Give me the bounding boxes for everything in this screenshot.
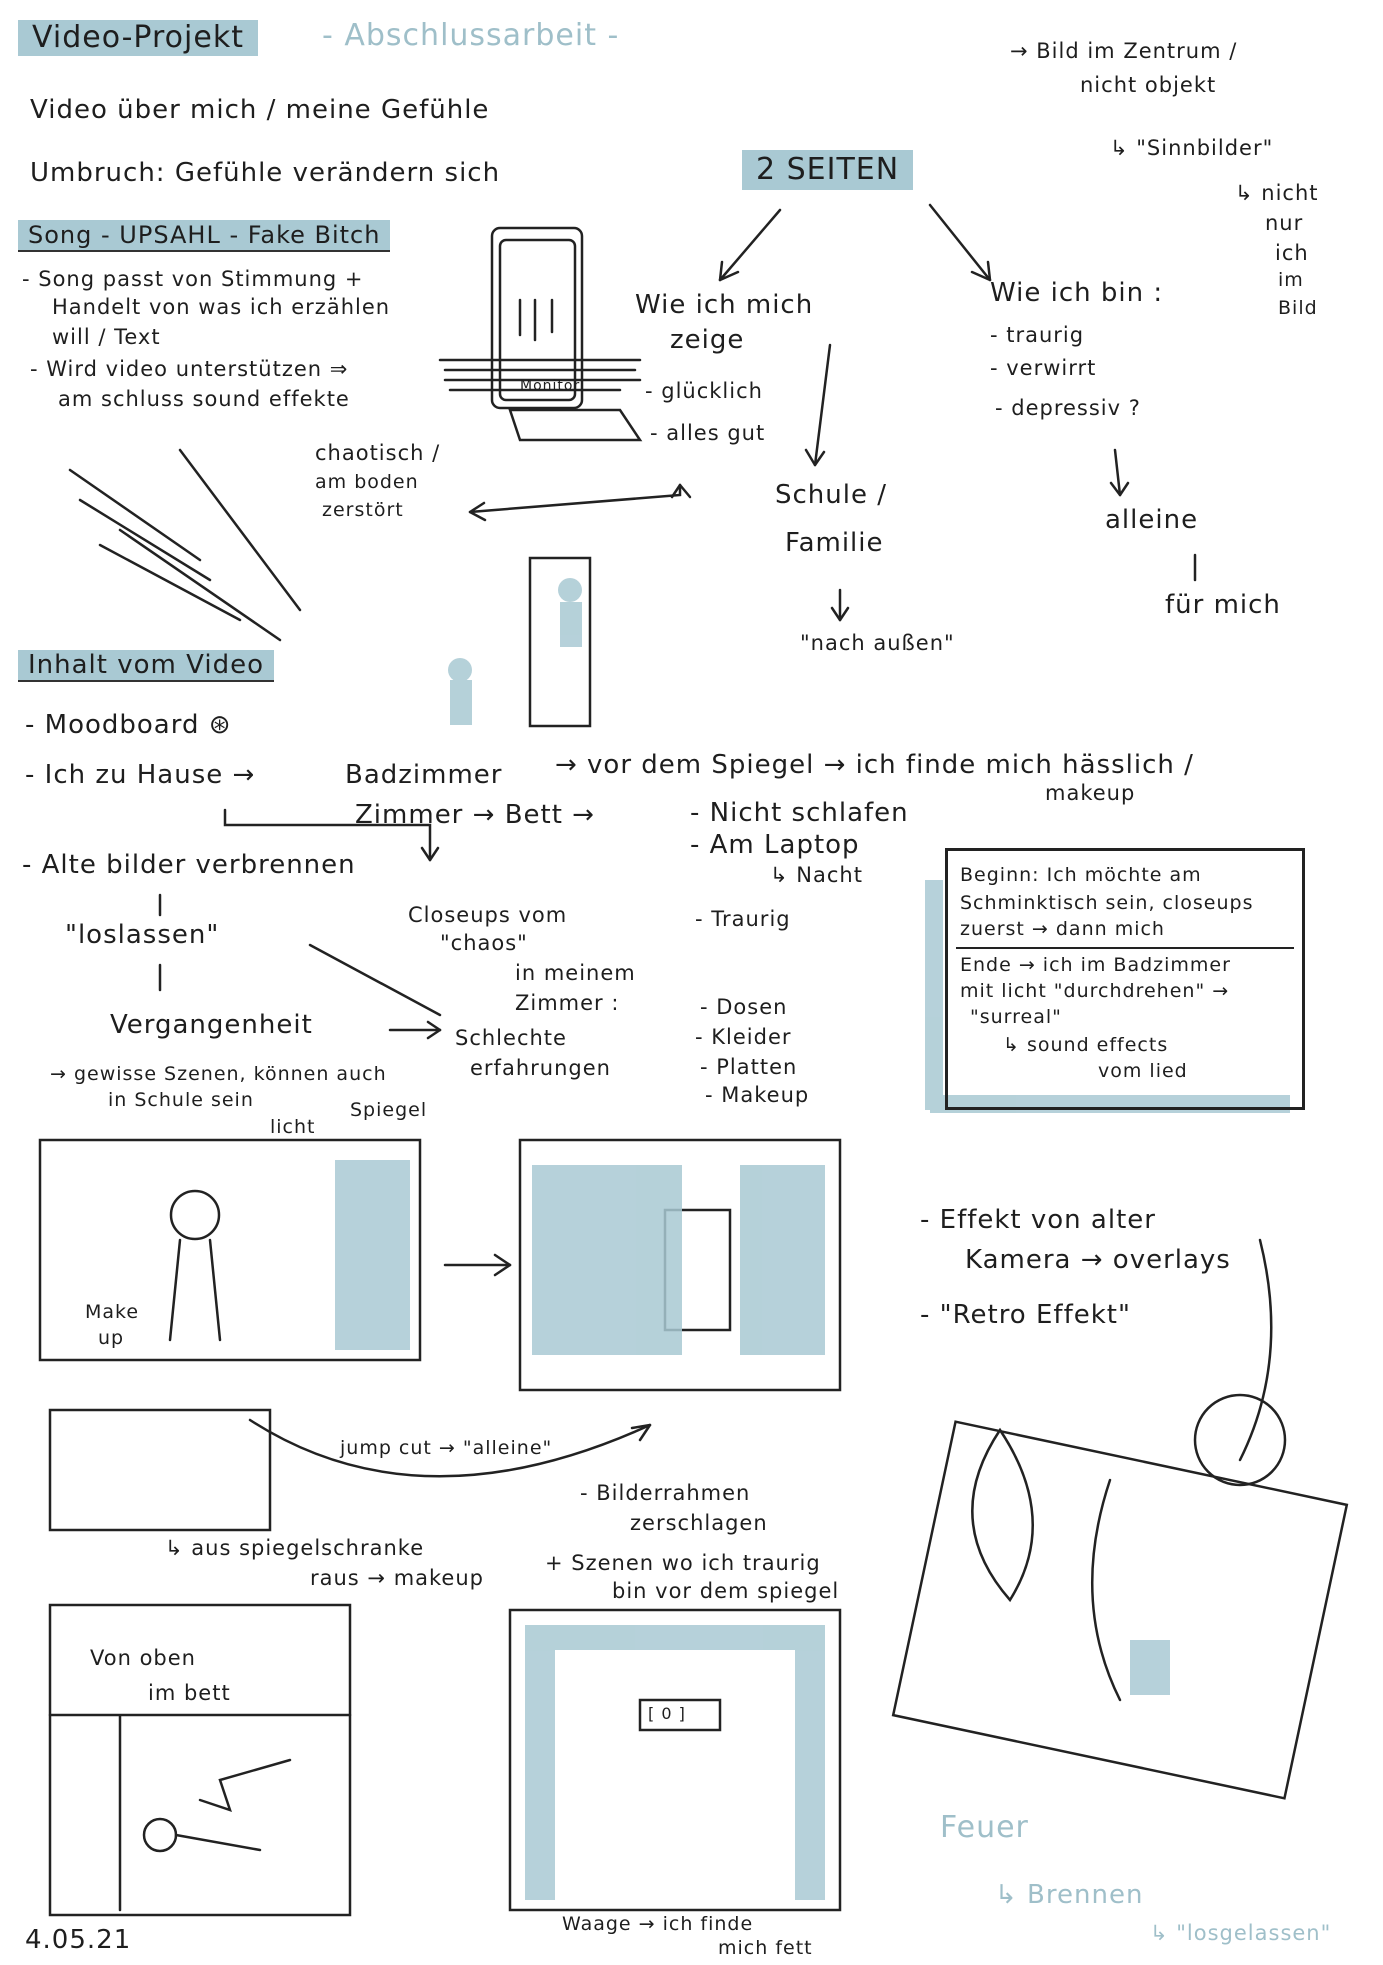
zimmer: Zimmer : xyxy=(515,991,620,1015)
box-zuerst: zuerst → dann mich xyxy=(960,918,1165,940)
zimmer-bett: Zimmer → Bett → xyxy=(355,800,595,830)
fuer-mich: für mich xyxy=(1165,590,1281,620)
song-bullet-2b: am schluss sound effekte xyxy=(58,387,350,411)
spiegelschrank: ↳ aus spiegelschranke xyxy=(165,1536,425,1560)
note-nur: nur xyxy=(1265,211,1304,235)
am-laptop: - Am Laptop xyxy=(690,830,860,860)
makeup-label-1: Make xyxy=(85,1301,140,1323)
inhalt-heading: Inhalt vom Video xyxy=(18,650,274,682)
jump-cut: jump cut → "alleine" xyxy=(340,1437,553,1459)
familie: Familie xyxy=(785,528,884,558)
szenen-traurig: + Szenen wo ich traurig xyxy=(545,1551,821,1575)
gluecklich: - glücklich xyxy=(645,379,763,403)
zeige: zeige xyxy=(670,325,745,355)
fire-sketch xyxy=(972,1430,1032,1600)
note-nicht: ↳ nicht xyxy=(1235,181,1319,205)
scale-display: [ 0 ] xyxy=(648,1704,686,1723)
arrow-left-branch xyxy=(720,210,780,280)
bilderrahmen: - Bilderrahmen xyxy=(580,1481,751,1505)
overlays: Kamera → overlays xyxy=(965,1245,1231,1275)
alte-bilder: - Alte bilder verbrennen xyxy=(22,850,356,880)
box-beginn: Beginn: Ich möchte am xyxy=(960,864,1202,886)
spiegel-label: Spiegel xyxy=(350,1099,428,1121)
raus-makeup: raus → makeup xyxy=(310,1566,484,1590)
alles-gut: - alles gut xyxy=(650,421,766,445)
am-boden: am boden xyxy=(315,471,419,493)
brennen: ↳ Brennen xyxy=(995,1880,1144,1910)
arrow-to-schule xyxy=(815,345,830,465)
box-divider xyxy=(956,947,1294,949)
moodboard: - Moodboard ⊛ xyxy=(25,710,232,740)
list-dosen: - Dosen xyxy=(700,995,788,1019)
vergangenheit: Vergangenheit xyxy=(110,1010,313,1040)
vor-dem-spiegel-2: bin vor dem spiegel xyxy=(612,1579,840,1603)
laptop-base xyxy=(510,410,640,440)
title: Video-Projekt xyxy=(18,20,258,56)
box-surreal: "surreal" xyxy=(970,1006,1062,1028)
losgelassen: ↳ "losgelassen" xyxy=(1150,1921,1332,1945)
note-bild: Bild xyxy=(1278,297,1318,319)
ich-zu-hause: - Ich zu Hause → xyxy=(25,760,256,790)
rose-sketch xyxy=(1195,1395,1285,1485)
box-ende: Ende → ich im Badzimmer xyxy=(960,954,1231,976)
erfahrungen: erfahrungen xyxy=(470,1056,611,1080)
makeup-note: makeup xyxy=(1045,781,1136,805)
brushes-sketch xyxy=(70,450,300,640)
frame-scale xyxy=(510,1610,840,1910)
chaos: "chaos" xyxy=(440,931,528,955)
zerschlagen: zerschlagen xyxy=(630,1511,768,1535)
nacht: ↳ Nacht xyxy=(770,863,863,887)
retro-effekt: - "Retro Effekt" xyxy=(920,1300,1131,1330)
in-meinem: in meinem xyxy=(515,961,636,985)
in-schule: in Schule sein xyxy=(108,1089,254,1111)
closeups: Closeups vom xyxy=(408,903,568,927)
date: 4.05.21 xyxy=(25,1925,132,1955)
feuer: Feuer xyxy=(940,1810,1029,1845)
badzimmer: Badzimmer xyxy=(345,760,503,790)
note-im: im xyxy=(1278,269,1304,291)
song-bullet-1c: will / Text xyxy=(52,325,161,349)
song-heading: Song - UPSAHL - Fake Bitch xyxy=(18,220,390,252)
arrow-right-branch xyxy=(930,205,990,280)
box-licht: mit licht "durchdrehen" → xyxy=(960,980,1230,1002)
vor-dem-spiegel: → vor dem Spiegel → ich finde mich hässlich / xyxy=(555,750,1194,780)
alleine: alleine xyxy=(1105,505,1199,535)
loslassen: "loslassen" xyxy=(65,920,220,950)
im-bett: im bett xyxy=(148,1681,231,1705)
zwei-seiten-heading: 2 SEITEN xyxy=(742,150,913,190)
chaotisch: chaotisch / xyxy=(315,441,441,465)
note-bild-zentrum: → Bild im Zentrum / xyxy=(1010,39,1238,63)
wie-ich-mich: Wie ich mich xyxy=(635,290,814,320)
box-schminktisch: Schminktisch sein, closeups xyxy=(960,892,1254,914)
box-lied: vom lied xyxy=(1098,1060,1188,1082)
licht-label: licht xyxy=(270,1116,316,1138)
subtitle: - Abschlussarbeit - xyxy=(322,18,620,53)
nach-aussen: "nach außen" xyxy=(800,631,955,655)
note-box xyxy=(945,848,1305,1110)
effekt-kamera: - Effekt von alter xyxy=(920,1205,1156,1235)
note-sinnbilder: ↳ "Sinnbilder" xyxy=(1110,136,1274,160)
song-bullet-2a: - Wird video unterstützen ⇒ xyxy=(30,357,349,381)
intro-line-2: Umbruch: Gefühle verändern sich xyxy=(30,158,501,188)
list-platten: - Platten xyxy=(700,1055,798,1079)
note-ich: ich xyxy=(1275,241,1309,265)
gewisse-szenen: → gewisse Szenen, können auch xyxy=(50,1063,387,1085)
box-sound: ↳ sound effects xyxy=(1003,1034,1169,1056)
mich-fett: mich fett xyxy=(718,1937,813,1959)
makeup-label-2: up xyxy=(98,1327,125,1349)
list-makeup: - Makeup xyxy=(705,1083,810,1107)
zerstoert: zerstört xyxy=(322,499,404,521)
frame-burning-photo xyxy=(893,1422,1347,1799)
schlechte: Schlechte xyxy=(455,1026,567,1050)
wie-ich-bin: Wie ich bin : xyxy=(990,278,1164,308)
schule: Schule / xyxy=(775,480,887,510)
frame-mirror-cabinet xyxy=(50,1410,270,1530)
list-kleider: - Kleider xyxy=(695,1025,792,1049)
verwirrt: - verwirrt xyxy=(990,356,1097,380)
song-bullet-1a: - Song passt von Stimmung + xyxy=(22,267,364,291)
double-arrow-chaos xyxy=(470,485,680,512)
traurig: - traurig xyxy=(990,323,1085,347)
laptop-label: Monitor xyxy=(520,378,581,394)
von-oben: Von oben xyxy=(90,1646,196,1670)
arrow-closeups-schlechte xyxy=(310,945,440,1015)
song-bullet-1b: Handelt von was ich erzählen xyxy=(52,295,391,319)
note-nicht-objekt: nicht objekt xyxy=(1080,73,1217,97)
nicht-schlafen: - Nicht schlafen xyxy=(690,798,909,828)
traurig-2: - Traurig xyxy=(695,907,791,931)
waage: Waage → ich finde xyxy=(562,1913,754,1935)
depressiv: - depressiv ? xyxy=(995,396,1141,420)
intro-line-1: Video über mich / meine Gefühle xyxy=(30,95,490,125)
